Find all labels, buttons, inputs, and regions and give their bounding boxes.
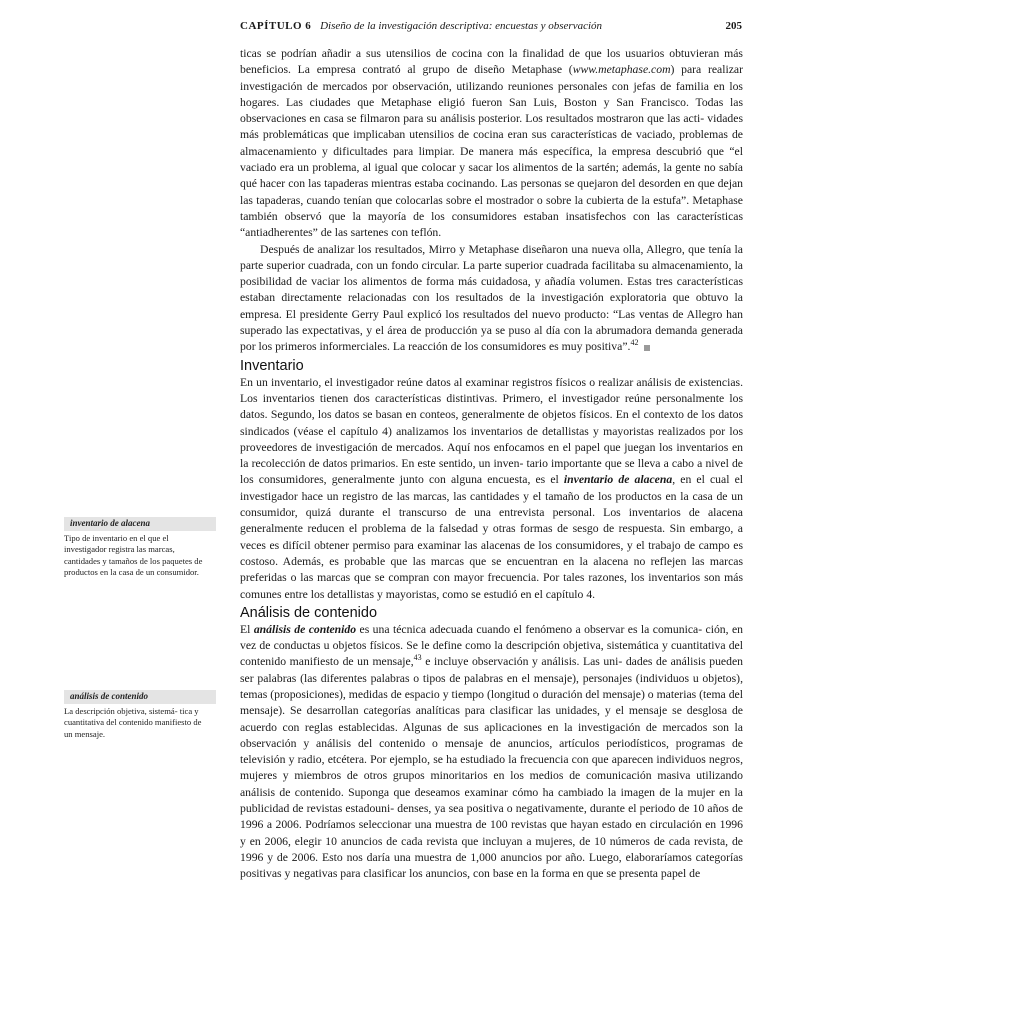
inventario-paragraph bbox=[240, 375, 743, 603]
intro-p2-text: Después de analizar los resultados, Mirro y Metaphase diseñaron una nueva olla, Allegro, que tenía la parte superior cuadrada, con un fondo circular. La parte superior cuadrada facilitaba su almacenamiento, la posibilidad de vaciar los alimentos de forma más cuidadosa, y añadía volumen. Estas tres características estaban directamente relacionadas con los resultados de la investigación exploratoria que obtuvo la empresa. El presidente Gerry Paul explicó los resultados del nuevo producto: “Las ventas de Allegro han superado las expectativas, y el área de producción ya se puso al día con la abrumadora demanda generada por los primeros informerciales. La reacción de los consumidores es muy positiva”. bbox=[240, 242, 743, 354]
footnote-ref-42: 42 bbox=[630, 338, 639, 348]
analisis-text-c: e incluye observación y análisis. Las uni- dades de análisis pueden ser palabras (las diferentes palabras o tipos de palabras en el mensaje), personajes (individuos u objetos), temas (proposiciones), medidas de espacio y tiempo (longitud o duración del mensaje) o materias (tema del mensaje). Se desarrollan categorías analíticas para clasificar las unidades, y el mensaje se desglosa de acuerdo con reglas establecidas. Algunas de sus aplicaciones en la investigación de mercados son la observación y análisis del contenido o mensaje de anuncios, artículos periodísticos, programas de televisión y radio, etcétera. Por ejemplo, se ha estudiado la frecuencia con que aparecen individuos negros, mujeres y miembros de otros grupos minoritarios en los medios de comunicación masiva utilizando análisis de contenido. Suponga que deseamos examinar cómo ha cambiado la imagen de la mujer en la publicidad de revistas estadouni- denses, ya sea positiva o negativamente, durante el periodo de 10 años de 1996 a 2006. Podríamos seleccionar una muestra de 100 revistas que hayan estado en circulación en 1996 y en 2006, elegir 10 anuncios de cada revista que incluyan a mujeres, de 10 números de cada revista, de 1996 y de 2006. Esto nos daría una muestra de 1,000 anuncios por año. Luego, elaboraríamos categorías positivas y negativas para clasificar los anuncios, con base en la forma en que se presenta papel de bbox=[240, 655, 743, 881]
footnote-ref-43: 43 bbox=[413, 653, 422, 663]
analisis-text-a: El bbox=[240, 622, 254, 636]
metaphase-url: www.metaphase.com bbox=[572, 63, 671, 77]
intro-p1-text-b: ) para realizar investigación de mercados por observación, utilizando reuniones personales con jefas de familia en los hogares. Las ciudades que Metaphase eligió fueron San Luis, Boston y San Francisco. Todas las observaciones en casa se filmaron para su análisis posterior. Los resultados mostraron que las acti- vidades más problemáticas que implicaban utensilios de cocina eran sus características de vaciado, problemas de almacenamiento y dificultades para limpiar. De manera más específica, la empresa descubrió que “el vaciado era un problema, al igual que colocar y sacar los alimentos de la sartén; además, la gente no sabía qué hacer con las tapaderas mientras estaba cocinando. Las personas se quejaron del desorden en que dejan las tapaderas, cuando tenían que colocarlas sobre el mostrador o sobre la cubierta de la estufa”. Metaphase también observó que la mayoría de los consumidores estaban insatisfechos con las características “antiadherentes” de las sartenes con teflón. bbox=[240, 63, 743, 240]
inventario-text-a: En un inventario, el investigador reúne datos al examinar registros físicos o realizar análisis de existencias. Los inventarios tienen dos características distintivas. Primero, el investigador reúne personalmente los datos. Segundo, los datos se basan en conteos, generalmente de objetos físicos. En el contexto de los datos sindicados (véase el capítulo 4) analizamos los inventarios de detallistas y mayoristas realizados por los proveedores de investigación de mercados. Aquí nos enfocamos en el papel que juegan los inventarios en la recolección de datos primarios. En este sentido, un inven- tario importante que se lleva a cabo a nivel de los consumidores, generalmente junto con alguna encuesta, es el bbox=[240, 375, 743, 487]
term-inventario-de-alacena: inventario de alacena bbox=[563, 473, 673, 487]
chapter-title: Diseño de la investigación descriptiva: encuestas y observación bbox=[320, 20, 603, 32]
margin-note-inventario-de-alacena bbox=[64, 517, 216, 579]
margin-note-term: análisis de contenido bbox=[64, 690, 216, 704]
margin-note-analisis-de-contenido bbox=[64, 690, 216, 740]
term-analisis-de-contenido: análisis de contenido bbox=[253, 622, 357, 636]
chapter-label: CAPÍTULO 6 bbox=[240, 20, 312, 32]
running-head bbox=[240, 20, 602, 32]
margin-note-definition: La descripción objetiva, sistemá- tica y cuantitativa del contenido manifiesto de un mensaje. bbox=[64, 705, 202, 739]
section-heading-inventario: Inventario bbox=[240, 357, 304, 374]
inventario-text-b: , en el cual el investigador hace un registro de las marcas, las cantidades y el tamaño de los productos en la casa de un consumidor, quizá durante el transcurso de una entrevista personal. Los inventarios de alacena generalmente reducen el problema de la falsedad y otras formas de sesgo de respuesta. Sin embargo, a veces es difícil obtener permiso para examinar las alacenas de los consumidores, y el trabajo de campo es costoso. Además, es probable que las marcas que se encuentran en la alacena no reflejen las marcas preferidas o las marcas que se compran con mayor frecuencia. Por tales razones, los inventarios son más comunes entre los detallistas y mayoristas, como se estudió en el capítulo 4. bbox=[240, 473, 743, 601]
intro-p1-text-a: ticas se podrían añadir a sus utensilios de cocina con la finalidad de que los usuarios obtuvieran más beneficios. La empresa contrató al grupo de diseño Metaphase ( bbox=[240, 47, 743, 77]
margin-note-term: inventario de alacena bbox=[64, 517, 216, 531]
page-header bbox=[240, 20, 742, 36]
page-number: 205 bbox=[725, 20, 742, 32]
intro-paragraph-2 bbox=[240, 242, 743, 356]
end-of-case-square-icon bbox=[644, 345, 650, 351]
main-text-column bbox=[240, 46, 743, 883]
analisis-text-b: es una técnica adecuada cuando el fenómeno a observar es la comunica- ción, en vez de conductas u objetos físicos. Se le define como la descripción objetiva, sistemática y cuantitativa del contenido manifiesto de un mensaje, bbox=[240, 622, 743, 669]
section-heading-analisis: Análisis de contenido bbox=[240, 604, 378, 621]
margin-note-definition: Tipo de inventario en el que el investigador registra las marcas, cantidades y tamaños de los paquetes de productos en la casa de un consumidor. bbox=[64, 532, 203, 577]
analisis-paragraph bbox=[240, 622, 743, 883]
intro-paragraph-1 bbox=[240, 46, 743, 242]
